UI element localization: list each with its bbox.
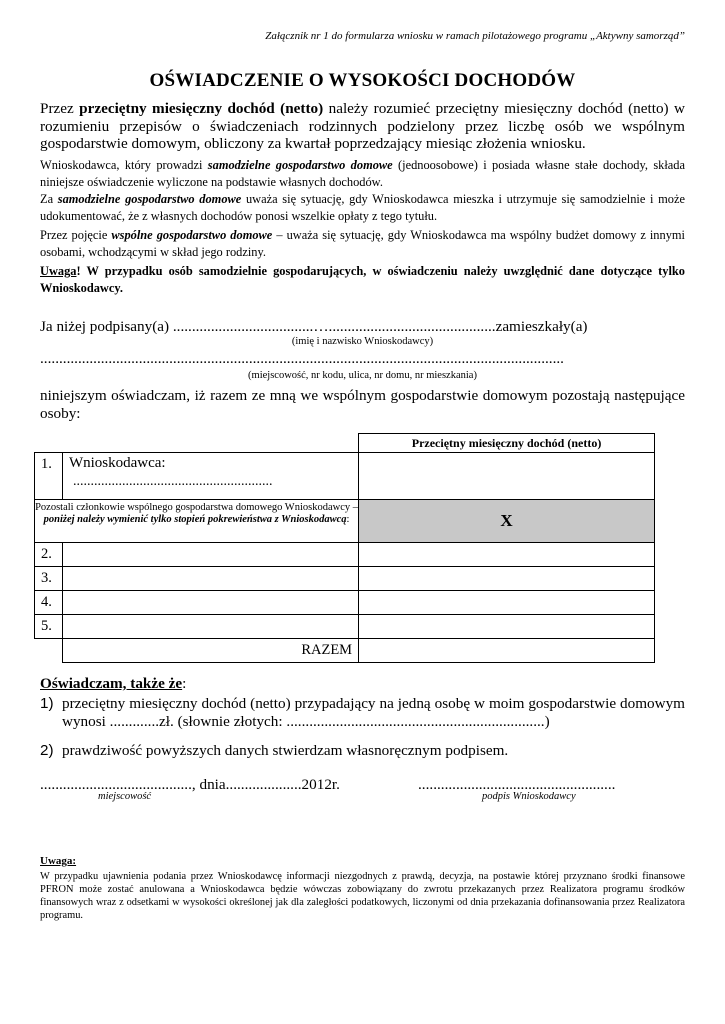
table-row: [35, 543, 655, 567]
table-row-applicant: [35, 453, 655, 500]
para2-post: uważa się sytuację, gdy Wnioskodawca mieszka i utrzymuje się samodzielnie i może udokumentować, że z własnych dochodów ponosi wszelkie opłaty z tego tytułu.: [40, 192, 685, 223]
address-caption: (miejscowość, nr kodu, ulica, nr domu, nr mieszkania): [248, 370, 477, 381]
applicant-label: Wnioskodawca:: [68, 455, 166, 471]
para1-post: (jednoosobowe) i posiada własne stałe dochody, składa niniejsze oświadczenie wyliczone na podstawie własnych dochodów.: [40, 158, 685, 189]
table-row: [35, 615, 655, 639]
warning-text: W przypadku ujawnienia podania przez Wnioskodawcę informacji niezgodnych z prawdą, decyzja, na postawie której przyznano środki finansowe PFRON może zostać anulowana a Wnioskodawca będzie wówczas zobowiązany do zwrotu przekazanych przez Realizatora programu środków finansowych wraz z odsetkami w wysokości określonej jak dla zaległości podatkowych, liczonymi od dnia przekazania dofinansowania przez Realizatora programu.: [40, 871, 685, 921]
member-income-cell[interactable]: [359, 591, 655, 615]
paragraph-shared-household: [40, 227, 685, 261]
total-income-cell[interactable]: [359, 639, 655, 663]
warning-label: Uwaga: [40, 264, 77, 278]
para3-post: – uważa się sytuację, gdy Wnioskodawca ma wspólny budżet domowy z innymi osobami, wchodzącymi w skład jego rodziny.: [40, 228, 685, 259]
income-column-header: Przeciętny miesięczny dochód (netto): [359, 434, 655, 453]
household-statement: niniejszym oświadczam, iż razem ze mną we wspólnym gospodarstwie domowym pozostają następujące osoby:: [40, 387, 685, 422]
warning-title: Uwaga:: [40, 855, 77, 867]
declaration-also-heading: Oświadczam, także że:: [40, 675, 187, 692]
row-number: 4.: [35, 591, 63, 615]
declaration-item-2: [40, 742, 685, 760]
place-caption: miejscowość: [98, 791, 152, 802]
row-number: 5.: [35, 615, 63, 639]
row-number: 2.: [35, 543, 63, 567]
warning-note-text: ! W przypadku osób samodzielnie gospodarujących, w oświadczeniu należy uwzględnić dane dotyczące tylko Wnioskodawcy.: [40, 264, 685, 295]
item-number: 1): [40, 695, 54, 712]
members-description: Pozostali członkowie wspólnego gospodarstwa domowego Wnioskodawcy – poniżej należy wymienić tylko stopień pokrewieństwa z Wnioskodawcą:: [35, 500, 359, 543]
address-line[interactable]: ..........................................................................................................................................: [40, 350, 564, 367]
page-title: OŚWIADCZENIE O WYSOKOŚCI DOCHODÓW: [149, 70, 576, 91]
para2-pre: Za: [40, 192, 58, 206]
table-header-row: [35, 434, 655, 453]
member-relation-cell[interactable]: [62, 615, 358, 639]
intro-bold-term: przeciętny miesięczny dochód (netto): [79, 100, 324, 117]
para1-emph: samodzielne gospodarstwo domowe: [207, 158, 393, 172]
row-number: 1.: [35, 453, 63, 500]
row-number: 3.: [35, 567, 63, 591]
applicant-cell[interactable]: [62, 453, 358, 500]
item-text[interactable]: przeciętny miesięczny dochód (netto) przypadający na jedną osobę w moim gospodarstwie domowym wynosi .............zł. (słownie złotych: ....................................................................): [62, 695, 685, 730]
member-income-cell[interactable]: [359, 543, 655, 567]
shaded-cell-x: X: [359, 500, 655, 543]
paragraph-warning-note: [40, 263, 685, 297]
para1-pre: Wnioskodawca, który prowadzi: [40, 158, 208, 172]
item-number: 2): [40, 742, 54, 759]
place-date-line[interactable]: ........................................, dnia....................2012r.: [40, 776, 340, 793]
applicant-dots: .........................................................: [72, 474, 273, 489]
table-row: [35, 567, 655, 591]
declarant-name-line[interactable]: Ja niżej podpisany(a) .....................................…............................................zamieszkały(a): [40, 318, 588, 335]
applicant-income-cell[interactable]: [359, 453, 655, 500]
intro-paragraph: [40, 100, 685, 153]
declaration-item-1: [40, 695, 685, 730]
table-row: [35, 591, 655, 615]
total-label: RAZEM: [62, 639, 358, 663]
para3-emph: wspólne gospodarstwo domowe: [111, 228, 273, 242]
name-caption: (imię i nazwisko Wnioskodawcy): [291, 336, 434, 347]
member-relation-cell[interactable]: [62, 591, 358, 615]
table-total-row: [35, 639, 655, 663]
paragraph-independent-definition: [40, 191, 685, 225]
intro-prefix: Przez: [40, 100, 80, 117]
item-text: prawdziwość powyższych danych stwierdzam własnoręcznym podpisem.: [62, 742, 509, 759]
para3-pre: Przez pojęcie: [40, 228, 112, 242]
household-income-table: [34, 433, 655, 663]
header-note: Załącznik nr 1 do formularza wniosku w ramach pilotażowego programu „Aktywny samorząd”: [265, 30, 685, 42]
signature-line[interactable]: ....................................................: [418, 776, 616, 793]
para2-emph: samodzielne gospodarstwo domowe: [57, 192, 242, 206]
signature-caption: podpis Wnioskodawcy: [482, 791, 576, 802]
paragraph-independent-household: [40, 157, 685, 191]
intro-rest: należy rozumieć przeciętny miesięczny dochód (netto) w rozumieniu przepisów o świadczeniach rodzinnych podzielony przez liczbę osób we wspólnym gospodarstwie domowym, obliczony za kwartał poprzedzający miesiąc złożenia wniosku.: [40, 100, 685, 152]
member-income-cell[interactable]: [359, 615, 655, 639]
member-relation-cell[interactable]: [62, 543, 358, 567]
member-relation-cell[interactable]: [62, 567, 358, 591]
table-row-members-desc: [35, 500, 655, 543]
member-income-cell[interactable]: [359, 567, 655, 591]
